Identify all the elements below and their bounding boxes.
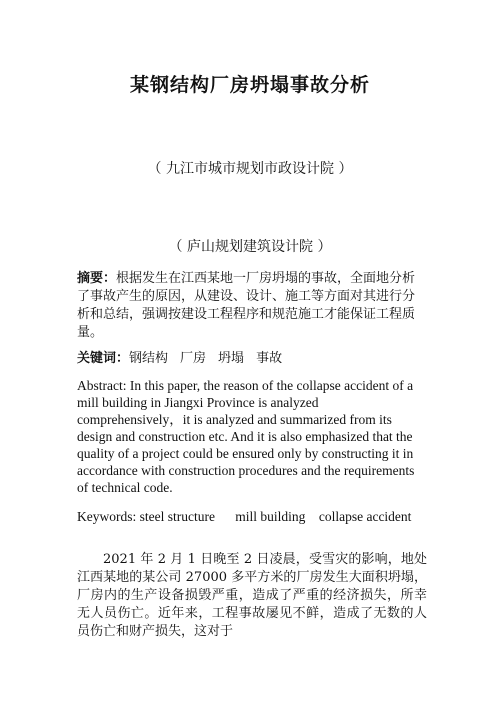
abstract-en	[77, 377, 427, 496]
body-paragraph: 2021 年 2 月 1 日晚至 2 日凌晨，受雪灾的影响，地处江西某地的某公司 27000 多平方米的厂房发生大面积坍塌，厂房内的生产设备损毁严重，造成了严重的经济损失，所幸无人员伤亡。近年来，工程事故屡见不鲜，造成了无数的人员伤亡和财产损失，这对于	[77, 552, 427, 639]
keywords-en	[77, 508, 427, 525]
keywords-cn-label: 关键词：	[77, 351, 130, 366]
keyword-cn-item: 事故	[256, 351, 283, 366]
affiliation-1: （ 九江市城市规划市政设计院 ）	[147, 161, 353, 177]
keywords-en-label: Keywords	[77, 509, 133, 524]
keyword-cn-item: 坍塌	[218, 351, 245, 366]
affiliation-2: （ 庐山规划建筑设计院 ）	[168, 239, 332, 255]
abstract-cn	[77, 270, 427, 342]
keyword-cn-item: 钢结构	[129, 351, 169, 366]
keywords-en-text: : steel structure mill building collapse accident	[132, 509, 412, 524]
paper-title: 某钢结构厂房坍塌事故分析	[129, 74, 370, 96]
abstract-en-label: Abstract	[77, 378, 123, 393]
keywords-cn	[77, 350, 427, 368]
abstract-cn-text: 根据发生在江西某地一厂房坍塌的事故，全面地分析了事故产生的原因，从建设、设计、施工等方面对其进行分析和总结，强调按建设工程程序和规范施工才能保证工程质量。	[77, 271, 416, 340]
abstract-en-text: : In this paper, the reason of the collapse accident of a mill building in Jiangxi Province is analyzed comprehensively，it is analyzed and summarized from its design and construction etc. And it is also emphasized that the quality of a project could be ensured only by constructing it in accordance with construction procedures and the requirements of technical code.	[77, 378, 415, 495]
abstract-cn-label: 摘要：	[77, 271, 117, 286]
keyword-cn-item: 厂房	[180, 351, 207, 366]
